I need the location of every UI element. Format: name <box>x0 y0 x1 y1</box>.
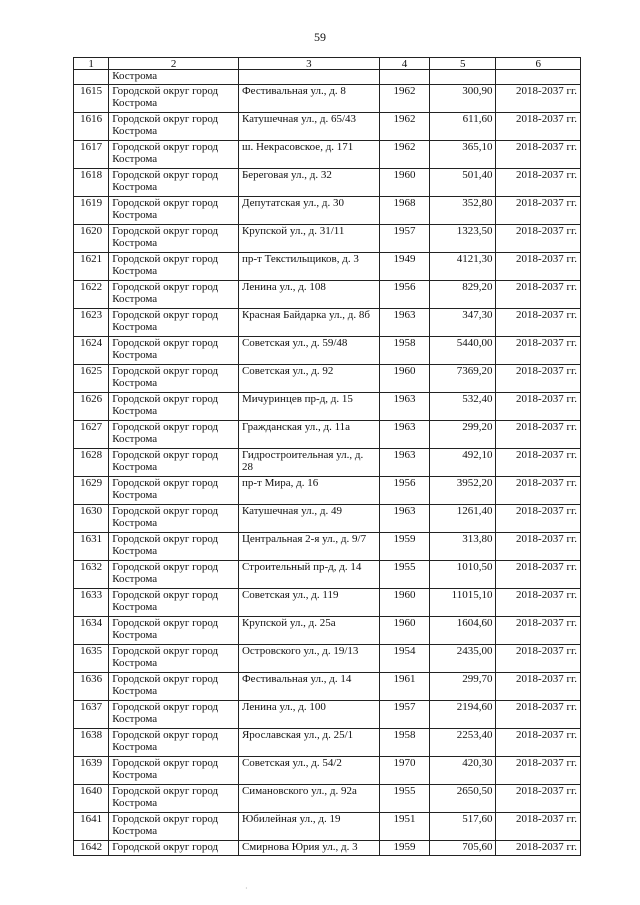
table-cell-no: 1623 <box>74 309 109 337</box>
table-cell-address: Мичуринцев пр-д, д. 15 <box>238 393 379 421</box>
table-cell-no: 1620 <box>74 225 109 253</box>
table-cell-period: 2018-2037 гг. <box>496 617 581 645</box>
table-cell-period: 2018-2037 гг. <box>496 645 581 673</box>
table-cell-period: 2018-2037 гг. <box>496 337 581 365</box>
table-row <box>74 365 581 393</box>
table-row <box>74 337 581 365</box>
table-cell-municipality: Городской округ город Кострома <box>109 253 239 281</box>
table-cell-year: 1963 <box>379 505 429 533</box>
table-row <box>74 645 581 673</box>
table-cell-year: 1963 <box>379 309 429 337</box>
table-row <box>74 253 581 281</box>
table-cell-area: 2650,50 <box>430 785 496 813</box>
table-cell-municipality: Городской округ город Кострома <box>109 309 239 337</box>
table-cell-area: 420,30 <box>430 757 496 785</box>
table-row <box>74 477 581 505</box>
table-cell-no: 1629 <box>74 477 109 505</box>
table-cell-area: 7369,20 <box>430 365 496 393</box>
table-header-row <box>74 58 581 70</box>
table-cell-municipality: Городской округ город Кострома <box>109 589 239 617</box>
table-cell-period: 2018-2037 гг. <box>496 477 581 505</box>
table-cell-address: Ленина ул., д. 100 <box>238 701 379 729</box>
table-cell-address: Катушечная ул., д. 49 <box>238 505 379 533</box>
table-cell-no: 1639 <box>74 757 109 785</box>
table-cell-address: Смирнова Юрия ул., д. 3 <box>238 841 379 856</box>
table-row <box>74 841 581 856</box>
table-cell-area: 1010,50 <box>430 561 496 589</box>
table-cell-address: Гражданская ул., д. 11а <box>238 421 379 449</box>
table-cell: Кострома <box>109 70 239 85</box>
table-cell-year: 1968 <box>379 197 429 225</box>
table-cell-year: 1962 <box>379 113 429 141</box>
table-cell-no: 1631 <box>74 533 109 561</box>
table-cell-no: 1616 <box>74 113 109 141</box>
table-cell-no: 1641 <box>74 813 109 841</box>
table-cell-municipality: Городской округ город Кострома <box>109 169 239 197</box>
table-cell-municipality: Городской округ город Кострома <box>109 281 239 309</box>
table-cell-year: 1961 <box>379 673 429 701</box>
table-cell-year: 1955 <box>379 561 429 589</box>
table-cell-no: 1621 <box>74 253 109 281</box>
table-cell-area: 300,90 <box>430 85 496 113</box>
table-cell-period: 2018-2037 гг. <box>496 841 581 856</box>
table-cell-year: 1949 <box>379 253 429 281</box>
table-cell-no: 1618 <box>74 169 109 197</box>
table-cell-address: Советская ул., д. 92 <box>238 365 379 393</box>
table-cell-period: 2018-2037 гг. <box>496 421 581 449</box>
table-row <box>74 617 581 645</box>
table-cell-municipality: Городской округ город <box>109 841 239 856</box>
table-cell-year: 1956 <box>379 477 429 505</box>
table-cell-year: 1954 <box>379 645 429 673</box>
table-cell-period: 2018-2037 гг. <box>496 449 581 477</box>
table-cell-no: 1640 <box>74 785 109 813</box>
table-cell-year: 1958 <box>379 729 429 757</box>
table-cell-year: 1960 <box>379 365 429 393</box>
table-cell-address: Симановского ул., д. 92а <box>238 785 379 813</box>
table-cell-no: 1637 <box>74 701 109 729</box>
table-row <box>74 729 581 757</box>
table-cell-address: Советская ул., д. 54/2 <box>238 757 379 785</box>
table-cell-year: 1955 <box>379 785 429 813</box>
table-cell-period: 2018-2037 гг. <box>496 757 581 785</box>
table-cell-no: 1619 <box>74 197 109 225</box>
table-cell-year: 1963 <box>379 421 429 449</box>
table-cell-area: 4121,30 <box>430 253 496 281</box>
table-cell <box>74 70 109 85</box>
table-cell-municipality: Городской округ город Кострома <box>109 421 239 449</box>
table-row <box>74 589 581 617</box>
table-cell-municipality: Городской округ город Кострома <box>109 225 239 253</box>
table-row <box>74 449 581 477</box>
table-cell-address: Гидростроительная ул., д. 28 <box>238 449 379 477</box>
table-cell-year: 1957 <box>379 225 429 253</box>
table-row <box>74 85 581 113</box>
table-cell-municipality: Городской округ город Кострома <box>109 337 239 365</box>
table-cell-area: 365,10 <box>430 141 496 169</box>
housing-register-table <box>73 57 581 856</box>
table-cell-area: 611,60 <box>430 113 496 141</box>
table-cell-no: 1625 <box>74 365 109 393</box>
table-cell-period: 2018-2037 гг. <box>496 197 581 225</box>
table-cell-period: 2018-2037 гг. <box>496 225 581 253</box>
table-cell-period: 2018-2037 гг. <box>496 141 581 169</box>
table-cell-address: Красная Байдарка ул., д. 8б <box>238 309 379 337</box>
table-row <box>74 393 581 421</box>
table-cell-year: 1970 <box>379 757 429 785</box>
table-cell-address: пр-т Текстильщиков, д. 3 <box>238 253 379 281</box>
table-cell-no: 1630 <box>74 505 109 533</box>
table-cell-area: 829,20 <box>430 281 496 309</box>
table-cell-no: 1617 <box>74 141 109 169</box>
table-cell-year: 1960 <box>379 589 429 617</box>
table-cell-no: 1633 <box>74 589 109 617</box>
table-cell-municipality: Городской округ город Кострома <box>109 645 239 673</box>
table-cell-address: Островского ул., д. 19/13 <box>238 645 379 673</box>
column-header: 4 <box>379 58 429 70</box>
table-cell-year: 1959 <box>379 841 429 856</box>
table-cell-area: 1323,50 <box>430 225 496 253</box>
table-cell-no: 1624 <box>74 337 109 365</box>
table-cell-address: Ярославская ул., д. 25/1 <box>238 729 379 757</box>
table-cell-period: 2018-2037 гг. <box>496 813 581 841</box>
continued-row <box>74 70 581 85</box>
table-cell-area: 11015,10 <box>430 589 496 617</box>
table-row <box>74 757 581 785</box>
table-row <box>74 309 581 337</box>
table-cell-period: 2018-2037 гг. <box>496 365 581 393</box>
table-cell-municipality: Городской округ город Кострома <box>109 505 239 533</box>
table-cell-municipality: Городской округ город Кострома <box>109 729 239 757</box>
table-cell-area: 705,60 <box>430 841 496 856</box>
table-cell-no: 1626 <box>74 393 109 421</box>
table-cell-period: 2018-2037 гг. <box>496 253 581 281</box>
table-cell-period: 2018-2037 гг. <box>496 729 581 757</box>
table-cell-period: 2018-2037 гг. <box>496 533 581 561</box>
table-cell <box>379 70 429 85</box>
table-cell <box>238 70 379 85</box>
table-row <box>74 281 581 309</box>
table-cell-address: Советская ул., д. 59/48 <box>238 337 379 365</box>
table-cell-area: 2194,60 <box>430 701 496 729</box>
table-cell-period: 2018-2037 гг. <box>496 561 581 589</box>
table-cell-address: Юбилейная ул., д. 19 <box>238 813 379 841</box>
table-cell-municipality: Городской округ город Кострома <box>109 533 239 561</box>
table-cell-municipality: Городской округ город Кострома <box>109 477 239 505</box>
table-cell-area: 299,20 <box>430 421 496 449</box>
table-cell-municipality: Городской округ город Кострома <box>109 197 239 225</box>
table-row <box>74 561 581 589</box>
table-cell-no: 1635 <box>74 645 109 673</box>
table-cell-municipality: Городской округ город Кострома <box>109 561 239 589</box>
table-cell-period: 2018-2037 гг. <box>496 505 581 533</box>
table-cell-year: 1960 <box>379 617 429 645</box>
table-cell <box>430 70 496 85</box>
table-cell-period: 2018-2037 гг. <box>496 309 581 337</box>
table-cell-area: 492,10 <box>430 449 496 477</box>
table-cell-year: 1963 <box>379 393 429 421</box>
table-cell-no: 1632 <box>74 561 109 589</box>
table-cell-year: 1951 <box>379 813 429 841</box>
table-row <box>74 141 581 169</box>
column-header: 5 <box>430 58 496 70</box>
column-header: 3 <box>238 58 379 70</box>
scan-artifact: · <box>245 884 248 893</box>
table-cell-municipality: Городской округ город Кострома <box>109 365 239 393</box>
table-row <box>74 113 581 141</box>
table-cell-no: 1642 <box>74 841 109 856</box>
table-cell-no: 1622 <box>74 281 109 309</box>
table-cell-address: Катушечная ул., д. 65/43 <box>238 113 379 141</box>
table-cell-area: 352,80 <box>430 197 496 225</box>
table-cell-year: 1960 <box>379 169 429 197</box>
table-cell-address: Крупской ул., д. 31/11 <box>238 225 379 253</box>
table-cell-no: 1615 <box>74 85 109 113</box>
column-header: 6 <box>496 58 581 70</box>
table-cell-area: 3952,20 <box>430 477 496 505</box>
table-cell-year: 1957 <box>379 701 429 729</box>
table-cell-address: Депутатская ул., д. 30 <box>238 197 379 225</box>
table-cell-address: Советская ул., д. 119 <box>238 589 379 617</box>
table-cell-no: 1627 <box>74 421 109 449</box>
table-cell-period: 2018-2037 гг. <box>496 589 581 617</box>
table-cell-area: 347,30 <box>430 309 496 337</box>
table-cell-address: Фестивальная ул., д. 14 <box>238 673 379 701</box>
table-cell-period: 2018-2037 гг. <box>496 673 581 701</box>
table-cell-area: 5440,00 <box>430 337 496 365</box>
column-header: 1 <box>74 58 109 70</box>
table-cell-area: 2253,40 <box>430 729 496 757</box>
table-cell-municipality: Городской округ город Кострома <box>109 141 239 169</box>
table-cell-no: 1628 <box>74 449 109 477</box>
table-row <box>74 813 581 841</box>
table-cell-address: пр-т Мира, д. 16 <box>238 477 379 505</box>
table-cell-area: 1261,40 <box>430 505 496 533</box>
table-cell-period: 2018-2037 гг. <box>496 169 581 197</box>
table-cell-period: 2018-2037 гг. <box>496 701 581 729</box>
table-cell-no: 1638 <box>74 729 109 757</box>
table-cell-year: 1959 <box>379 533 429 561</box>
table-row <box>74 197 581 225</box>
table-cell-municipality: Городской округ город Кострома <box>109 701 239 729</box>
table-cell-municipality: Городской округ город Кострома <box>109 449 239 477</box>
table-row <box>74 701 581 729</box>
table-cell-period: 2018-2037 гг. <box>496 113 581 141</box>
table-cell-municipality: Городской округ город Кострома <box>109 673 239 701</box>
table-row <box>74 169 581 197</box>
table-cell-period: 2018-2037 гг. <box>496 785 581 813</box>
table-cell-year: 1956 <box>379 281 429 309</box>
table-cell-year: 1963 <box>379 449 429 477</box>
table-cell-area: 532,40 <box>430 393 496 421</box>
page-number: 59 <box>314 30 326 44</box>
table-cell-year: 1962 <box>379 85 429 113</box>
table-cell-period: 2018-2037 гг. <box>496 281 581 309</box>
table-cell-year: 1962 <box>379 141 429 169</box>
table-cell-municipality: Городской округ город Кострома <box>109 85 239 113</box>
table-cell-area: 313,80 <box>430 533 496 561</box>
table-cell-area: 501,40 <box>430 169 496 197</box>
table-row <box>74 225 581 253</box>
table-row <box>74 785 581 813</box>
table-cell-area: 2435,00 <box>430 645 496 673</box>
table-cell-area: 517,60 <box>430 813 496 841</box>
table-cell-municipality: Городской округ город Кострома <box>109 757 239 785</box>
table-cell-municipality: Городской округ город Кострома <box>109 785 239 813</box>
table-row <box>74 673 581 701</box>
table-cell-period: 2018-2037 гг. <box>496 393 581 421</box>
table-cell-address: Строительный пр-д, д. 14 <box>238 561 379 589</box>
table-cell-municipality: Городской округ город Кострома <box>109 113 239 141</box>
table-cell-year: 1958 <box>379 337 429 365</box>
table-cell-municipality: Городской округ город Кострома <box>109 617 239 645</box>
table-cell-address: Крупской ул., д. 25а <box>238 617 379 645</box>
table-row <box>74 505 581 533</box>
table-cell-address: Ленина ул., д. 108 <box>238 281 379 309</box>
table-cell-address: Береговая ул., д. 32 <box>238 169 379 197</box>
table-cell-address: Центральная 2-я ул., д. 9/7 <box>238 533 379 561</box>
table-cell-address: Фестивальная ул., д. 8 <box>238 85 379 113</box>
table-cell-period: 2018-2037 гг. <box>496 85 581 113</box>
table-cell-area: 299,70 <box>430 673 496 701</box>
table-cell-area: 1604,60 <box>430 617 496 645</box>
column-header: 2 <box>109 58 239 70</box>
table-row <box>74 533 581 561</box>
table-cell-municipality: Городской округ город Кострома <box>109 393 239 421</box>
table-cell <box>496 70 581 85</box>
table-cell-address: ш. Некрасовское, д. 171 <box>238 141 379 169</box>
table-row <box>74 421 581 449</box>
table-cell-no: 1634 <box>74 617 109 645</box>
table-cell-no: 1636 <box>74 673 109 701</box>
table-cell-municipality: Городской округ город Кострома <box>109 813 239 841</box>
